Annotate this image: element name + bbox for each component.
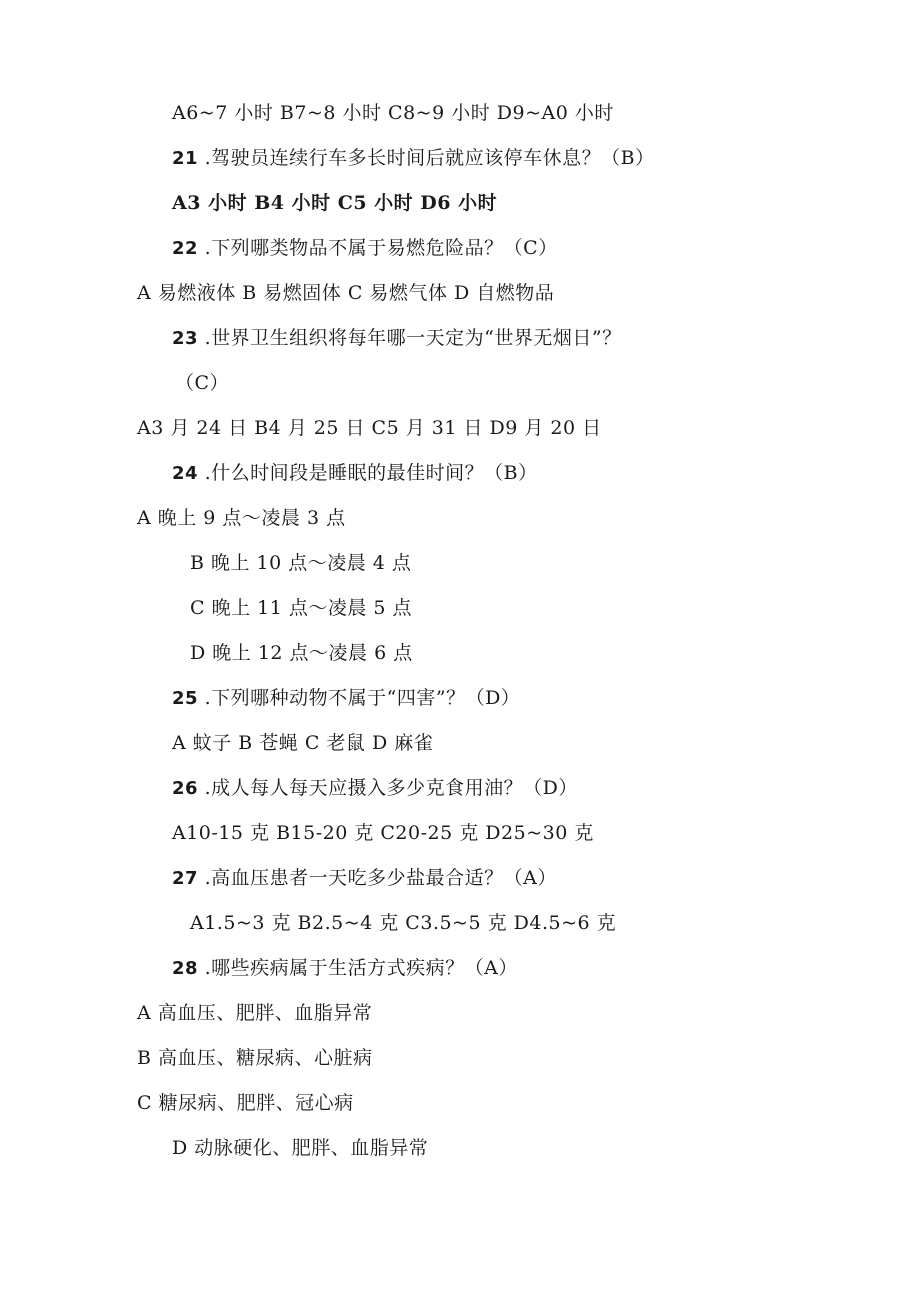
question-number: 26	[172, 778, 199, 799]
q27-options	[190, 911, 616, 935]
question-25	[172, 686, 520, 711]
question-22	[172, 236, 558, 261]
option-text: A 高血压、肥胖、血脂异常	[137, 1002, 373, 1024]
option-text: A 蚊子 B 苍蝇 C 老鼠 D 麻雀	[172, 732, 434, 754]
question-text: .什么时间段是睡眠的最佳时间？（B）	[204, 462, 538, 484]
q26-options	[172, 821, 594, 845]
question-text: .世界卫生组织将每年哪一天定为“世界无烟日”？	[204, 327, 622, 349]
question-text: .成人每人每天应摄入多少克食用油？（D）	[204, 777, 578, 799]
option-text: A1.5~3 克 B2.5~4 克 C3.5~5 克 D4.5~6 克	[190, 912, 617, 934]
question-text: .下列哪种动物不属于“四害”？（D）	[204, 687, 521, 709]
question-number: 24	[172, 463, 199, 484]
question-text: .哪些疾病属于生活方式疾病？（A）	[204, 957, 518, 979]
q23-answer	[175, 371, 229, 395]
option-text: D 动脉硬化、肥胖、血脂异常	[172, 1137, 429, 1159]
q24-option-b	[190, 551, 411, 575]
question-23	[172, 326, 622, 351]
question-text: .高血压患者一天吃多少盐最合适？（A）	[204, 867, 557, 889]
question-number: 22	[172, 238, 199, 259]
question-text: .下列哪类物品不属于易燃危险品？（C）	[204, 237, 558, 259]
option-text: A 晚上 9 点～凌晨 3 点	[137, 507, 346, 529]
question-24	[172, 461, 538, 486]
question-number: 21	[172, 148, 199, 169]
q25-options	[172, 731, 433, 755]
option-text: A3 小时 B4 小时 C5 小时 D6 小时	[172, 192, 498, 214]
option-text: A3 月 24 日 B4 月 25 日 C5 月 31 日 D9 月 20 日	[137, 417, 602, 439]
question-26	[172, 776, 578, 801]
option-text: C 晚上 11 点～凌晨 5 点	[190, 597, 413, 619]
question-21	[172, 146, 655, 171]
q23-options	[137, 416, 602, 440]
option-text: B 高血压、糖尿病、心脏病	[137, 1047, 373, 1069]
option-text: A6~7 小时 B7~8 小时 C8~9 小时 D9~A0 小时	[172, 102, 614, 124]
option-text: D 晚上 12 点～凌晨 6 点	[190, 642, 413, 664]
question-number: 23	[172, 328, 199, 349]
option-text: C 糖尿病、肥胖、冠心病	[137, 1092, 354, 1114]
question-number: 25	[172, 688, 199, 709]
q28-option-c	[137, 1091, 354, 1115]
q21-options	[172, 191, 497, 215]
q24-option-a	[137, 506, 346, 530]
q28-option-d	[172, 1136, 428, 1160]
option-text: A10-15 克 B15-20 克 C20-25 克 D25~30 克	[172, 822, 594, 844]
question-27	[172, 866, 557, 891]
question-number: 28	[172, 958, 199, 979]
question-number: 27	[172, 868, 199, 889]
q22-options	[137, 281, 554, 305]
question-text: .驾驶员连续行车多长时间后就应该停车休息？（B）	[204, 147, 655, 169]
answer-text: （C）	[175, 372, 230, 394]
q24-option-c	[190, 596, 412, 620]
q28-option-b	[137, 1046, 373, 1070]
q24-option-d	[190, 641, 413, 665]
q20-options	[172, 101, 614, 125]
q28-option-a	[137, 1001, 372, 1025]
option-text: B 晚上 10 点～凌晨 4 点	[190, 552, 412, 574]
question-28	[172, 956, 518, 981]
option-text: A 易燃液体 B 易燃固体 C 易燃气体 D 自燃物品	[137, 282, 555, 304]
